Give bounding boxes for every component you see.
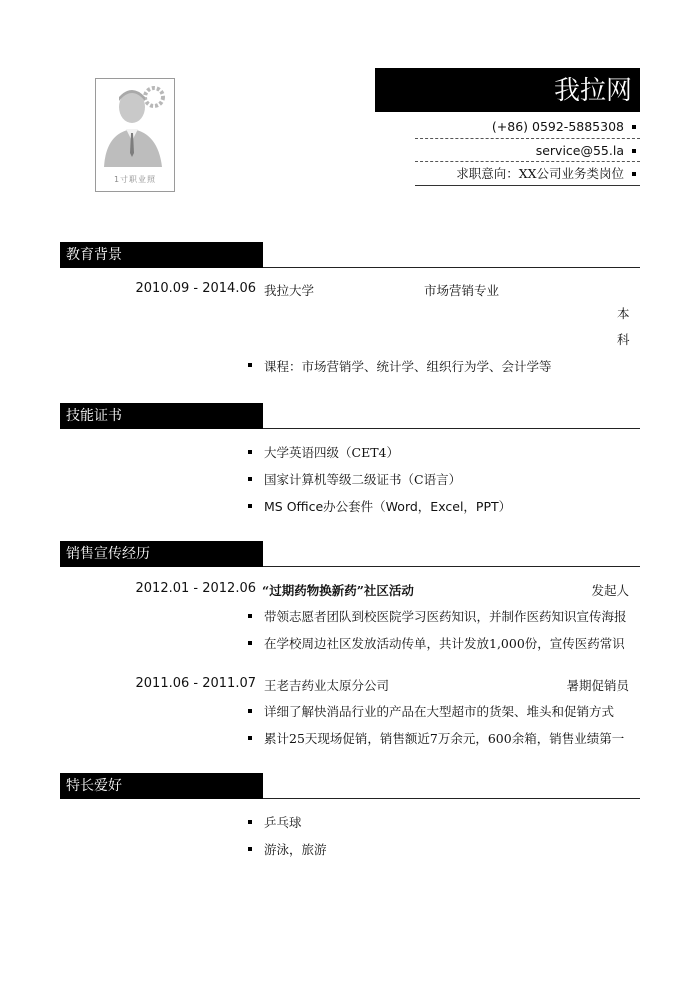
degree-char-2: 科 [617,332,630,347]
experience-date: 2011.06 - 2011.07 [135,676,256,691]
major-name: 市场营销专业 [424,283,500,298]
square-bullet-icon [248,641,252,645]
degree-char-1: 本 [617,306,630,321]
section-divider [263,267,640,268]
square-bullet-icon [248,450,252,454]
square-bullet-icon [632,125,636,129]
square-bullet-icon [248,820,252,824]
divider [415,161,640,162]
section-divider [263,428,640,429]
skill-item: 国家计算机等级二级证书（C语言） [264,472,462,487]
email-text: service@55.la [535,143,624,158]
square-bullet-icon [632,149,636,153]
section-title-hobbies: 特长爱好 [60,773,263,799]
section-title-experience: 销售宣传经历 [60,541,263,567]
objective-text: 求职意向：XX公司业务类岗位 [456,166,624,181]
section-divider [263,566,640,567]
divider [415,185,640,186]
photo-caption: 1寸职业照 [113,175,157,184]
experience-name: 王老吉药业太原分公司 [264,678,390,693]
square-bullet-icon [632,172,636,176]
experience-bullet: 在学校周边社区发放活动传单，共计发放1,000份，宣传医药常识 [264,636,625,651]
hobby-item: 游泳，旅游 [264,842,327,857]
experience-date: 2012.01 - 2012.06 [135,581,256,596]
section-title-education: 教育背景 [60,242,263,268]
experience-bullet: 累计25天现场促销，销售额近7万余元，600余箱，销售业绩第一 [264,731,625,746]
education-date: 2010.09 - 2014.06 [135,281,256,296]
skill-item: MS Office办公套件（Word，Excel，PPT） [264,499,512,514]
person-silhouette-icon [102,83,168,173]
school-name: 我拉大学 [264,283,315,298]
experience-bullet: 详细了解快消品行业的产品在大型超市的货架、堆头和促销方式 [264,704,615,719]
square-bullet-icon [248,614,252,618]
phone-text: (+86) 0592-5885308 [491,119,624,134]
experience-bullet: 带领志愿者团队到校医院学习医药知识，并制作医药知识宣传海报 [264,609,627,624]
objective-row [415,163,640,185]
square-bullet-icon [248,363,252,367]
section-divider [263,798,640,799]
experience-name: “过期药物换新药”社区活动 [262,583,414,598]
square-bullet-icon [248,709,252,713]
experience-role: 发起人 [591,583,629,598]
section-title-skills: 技能证书 [60,403,263,429]
courses-text: 课程：市场营销学、统计学、组织行为学、会计学等 [264,359,552,374]
skill-item: 大学英语四级（CET4） [264,445,399,460]
profile-photo [95,78,175,192]
square-bullet-icon [248,847,252,851]
phone-row [415,116,640,138]
square-bullet-icon [248,477,252,481]
hobby-item: 乒乓球 [264,815,302,830]
email-row [415,140,640,162]
applicant-name: 我拉网 [375,68,640,112]
square-bullet-icon [248,736,252,740]
square-bullet-icon [248,504,252,508]
divider [415,138,640,139]
experience-role: 暑期促销员 [566,678,629,693]
